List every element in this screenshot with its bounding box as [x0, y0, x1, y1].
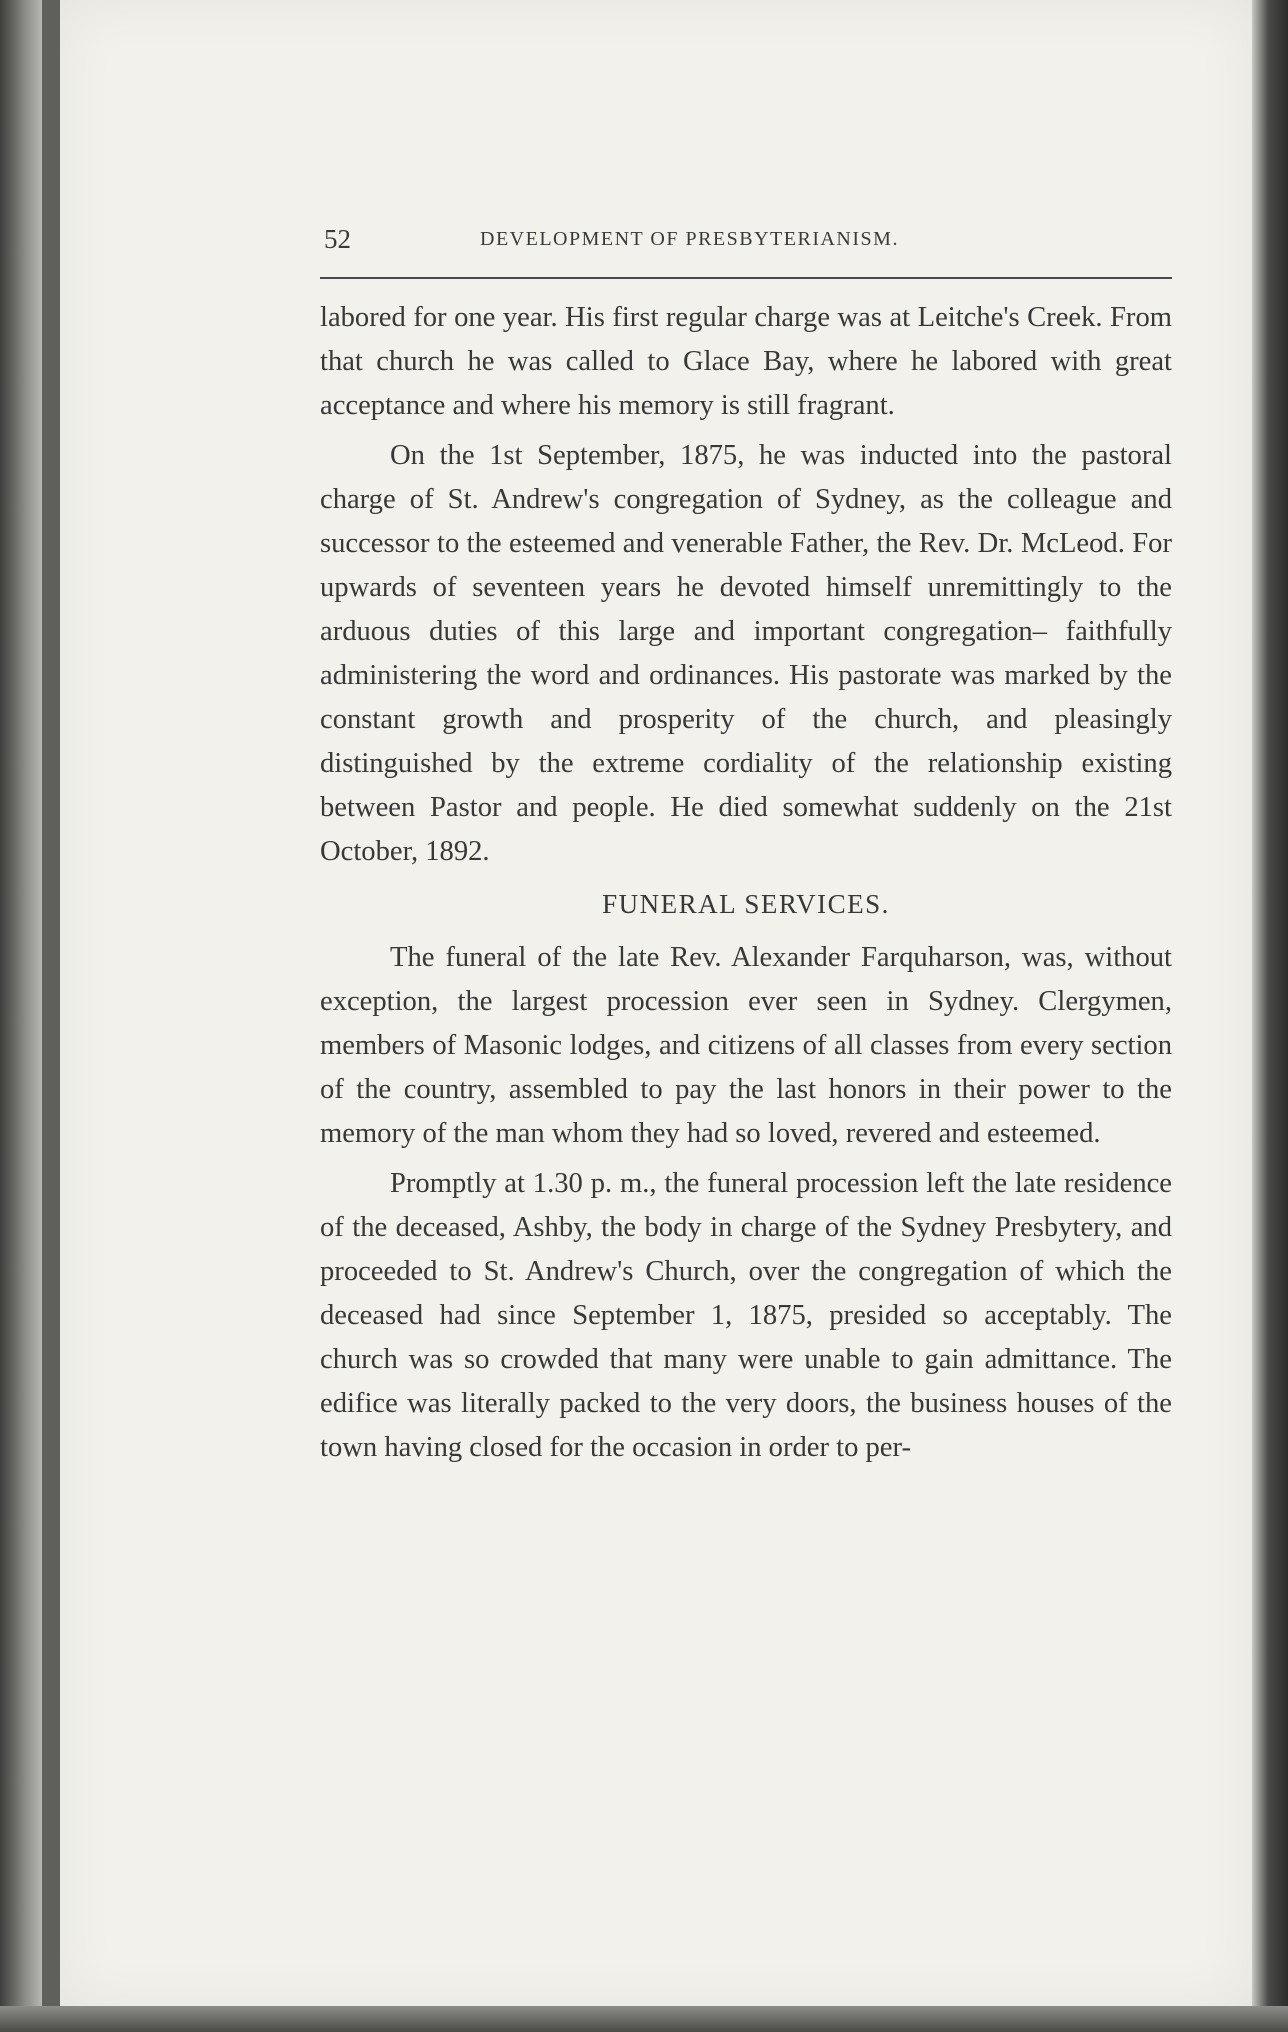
page-bottom-edge	[0, 2006, 1288, 2032]
page-number: 52	[324, 224, 351, 254]
page-binding-edge	[0, 0, 42, 2032]
paragraph-2: On the 1st September, 1875, he was inducted into the pastoral charge of St. Andrew's congregation of Sydney, as the colleague and successor to the esteemed and venerable Father, the Rev. Dr. McLeod. For upwards of seventeen years he devoted himself unremittingly to the arduous duties of this large and important congregation– faithfully administering the word and ordinances. His pastorate was marked by the constant growth and prosperity of the church, and pleasingly distinguished by the extreme cordiality of the relationship existing between Pastor and people. He died somewhat suddenly on the 21st October, 1892.	[320, 440, 1172, 867]
running-head: DEVELOPMENT OF PRESBYTERIANISM.	[480, 228, 899, 250]
header-rule	[320, 277, 1172, 279]
paragraph-1: labored for one year. His first regular charge was at Leitche's Creek. From that church he was called to Glace Bay, where he labored with great acceptance and where his memory is still fragrant.	[320, 302, 1172, 421]
section-heading: FUNERAL SERVICES.	[602, 889, 890, 919]
paragraph-4: Promptly at 1.30 p. m., the funeral procession left the late residence of the deceased, Ashby, the body in charge of the Sydney Presbytery, and proceeded to St. Andrew's Church, over the congregation of which the deceased had since September 1, 1875, presided so acceptably. The church was so crowded that many were unable to gain admittance. The edifice was literally packed to the very doors, the business houses of the town having closed for the occasion in order to per-	[320, 1168, 1172, 1463]
page-right-edge	[1252, 0, 1288, 2032]
body-text	[320, 296, 1172, 1470]
page-header	[324, 224, 1174, 260]
paragraph-3: The funeral of the late Rev. Alexander Farquharson, was, without exception, the largest procession ever seen in Sydney. Clergymen, members of Masonic lodges, and citizens of all classes from every section of the country, assembled to pay the last honors in their power to the memory of the man whom they had so loved, revered and esteemed.	[320, 942, 1172, 1149]
